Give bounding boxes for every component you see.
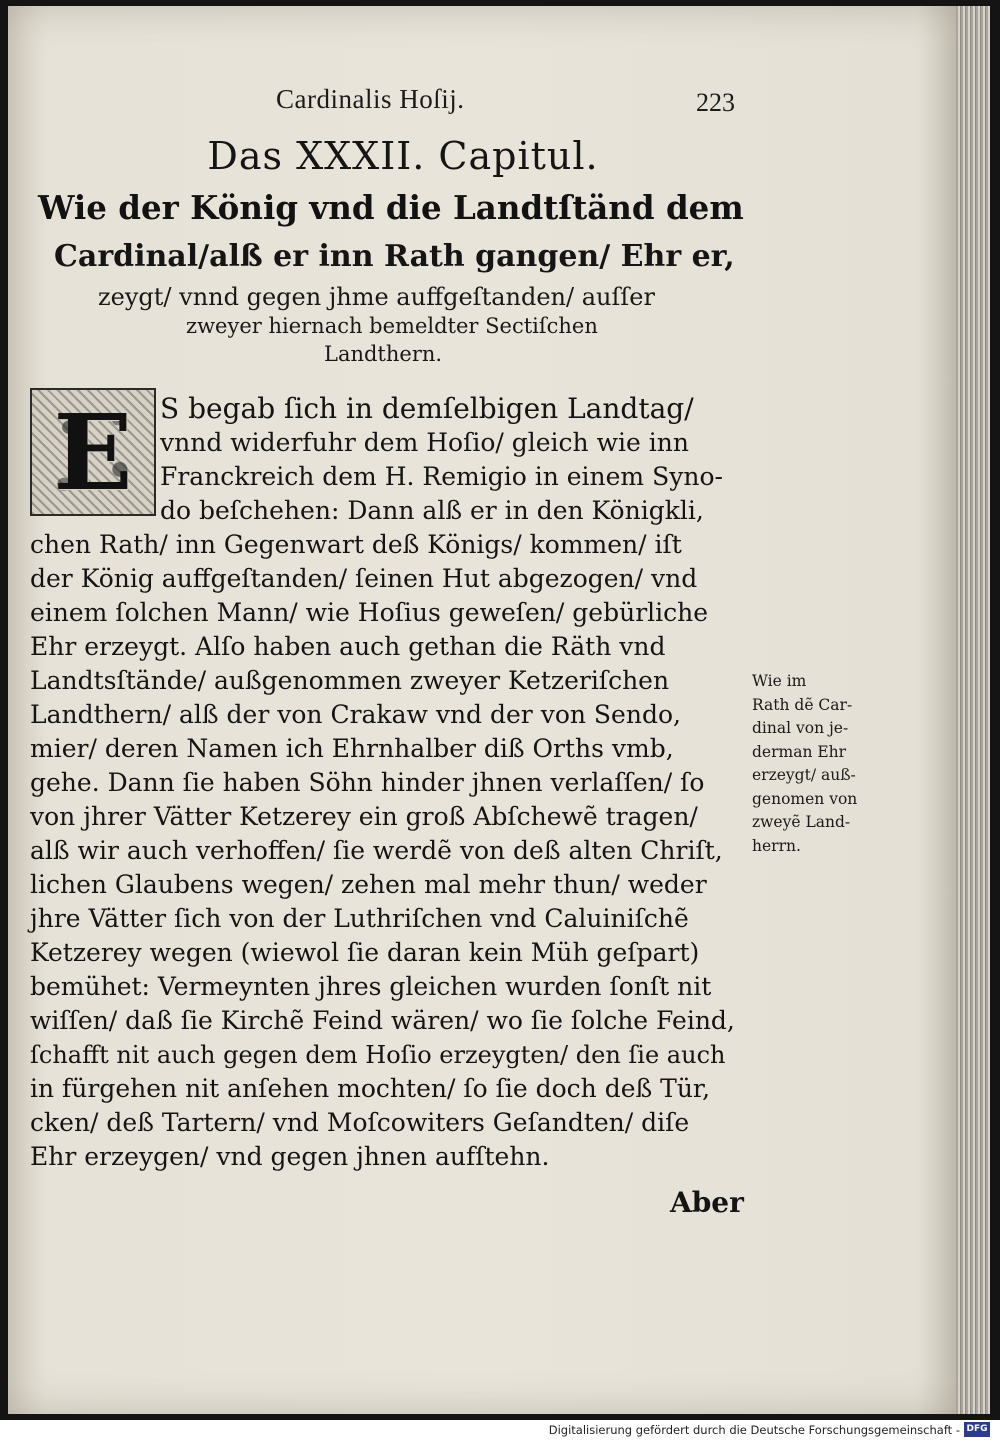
margin-note-line: zweyẽ Land- <box>752 813 851 831</box>
chapter-heading-line-5: Landthern. <box>324 342 443 366</box>
margin-note-line: dinal von je- <box>752 719 849 737</box>
margin-note-line: Rath dẽ Car- <box>752 695 853 714</box>
body-line: Franckreich dem H. Remigio in einem Syno- <box>160 462 723 491</box>
book-page <box>8 6 956 1414</box>
catchword: Aber <box>670 1186 744 1219</box>
body-line: cken/ deß Tartern/ vnd Moſcowiters Geſandten/ diſe <box>30 1108 690 1137</box>
running-head: Cardinalis Hoſij. <box>276 84 465 114</box>
digitization-footer <box>0 1420 1000 1443</box>
margin-note-line: herrn. <box>752 836 801 855</box>
chapter-heading-line-3: zeygt/ vnnd gegen jhme auffgeſtanden/ auſſer <box>98 283 655 311</box>
body-line: Ehr erzeygen/ vnd gegen jhnen aufſtehn. <box>30 1142 550 1171</box>
body-line: lichen Glaubens wegen/ zehen mal mehr thun/ weder <box>30 870 707 899</box>
body-line: alß wir auch verhoffen/ ſie werdẽ von deß alten Chriſt, <box>30 836 723 865</box>
body-line: der König auffgeſtanden/ ſeinen Hut abgezogen/ vnd <box>30 564 698 593</box>
chapter-heading-line-4: zweyer hiernach bemeldter Sectiſchen <box>186 314 598 338</box>
margin-note-line: derman Ehr <box>752 742 847 761</box>
body-line: einem ſolchen Mann/ wie Hoſius geweſen/ gebürliche <box>30 598 709 627</box>
margin-note-line: genomen von <box>752 789 858 808</box>
margin-note <box>752 670 872 858</box>
body-line: wiſſen/ daß ſie Kirchẽ Feind wären/ wo ſie ſolche Feind, <box>30 1006 735 1035</box>
margin-note-line: Wie im <box>752 672 807 690</box>
body-line: mier/ deren Namen ich Ehrnhalber diß Orths vmb, <box>30 734 674 763</box>
margin-note-line: erzeygt/ auß- <box>752 766 856 784</box>
page-edge-stack <box>956 6 990 1414</box>
body-line: Landthern/ alß der von Crakaw vnd der von Sendo, <box>30 700 681 729</box>
body-line: jhre Vätter ſich von der Luthriſchen vnd Caluiniſchẽ <box>30 904 689 933</box>
body-line: in fürgehen nit anſehen mochten/ ſo ſie doch deß Tür, <box>30 1074 711 1103</box>
footer-credit: Digitalisierung gefördert durch die Deutsche Forschungsgemeinschaft - <box>548 1423 960 1437</box>
body-line: Landtsſtände/ außgenommen zweyer Ketzeriſchen <box>30 666 670 695</box>
body-line: gehe. Dann ſie haben Söhn hinder jhnen verlaſſen/ ſo <box>30 768 705 797</box>
body-line: S begab ſich in demſelbigen Landtag/ <box>160 392 694 425</box>
body-line: ſchafft nit auch gegen dem Hoſio erzeygten/ den ſie auch <box>30 1041 726 1069</box>
page-number: 223 <box>696 88 735 117</box>
body-line: do beſchehen: Dann alß er in den Königkli, <box>160 496 704 525</box>
body-line: bemühet: Vermeynten jhres gleichen wurden ſonſt nit <box>30 972 712 1001</box>
dfg-logo-icon: DFG <box>964 1422 990 1437</box>
body-line: Ketzerey wegen (wiewol ſie daran kein Müh geſpart) <box>30 938 700 967</box>
chapter-title: Das XXXII. Capitul. <box>207 134 599 178</box>
body-line: vnnd widerfuhr dem Hoſio/ gleich wie inn <box>160 428 689 457</box>
chapter-heading-line-2: Cardinal/alß er inn Rath gangen/ Ehr er, <box>54 239 735 274</box>
ornamental-initial-icon <box>30 388 156 516</box>
initial-letter: E <box>53 390 133 514</box>
body-line: Ehr erzeygt. Alſo haben auch gethan die Räth vnd <box>30 632 666 661</box>
body-line: chen Rath/ inn Gegenwart deß Königs/ kommen/ iſt <box>30 530 682 559</box>
body-line: von jhrer Vätter Ketzerey ein groß Abſchewẽ tragen/ <box>30 802 698 831</box>
chapter-heading-line-1: Wie der König vnd die Landtſtänd dem <box>38 188 744 227</box>
